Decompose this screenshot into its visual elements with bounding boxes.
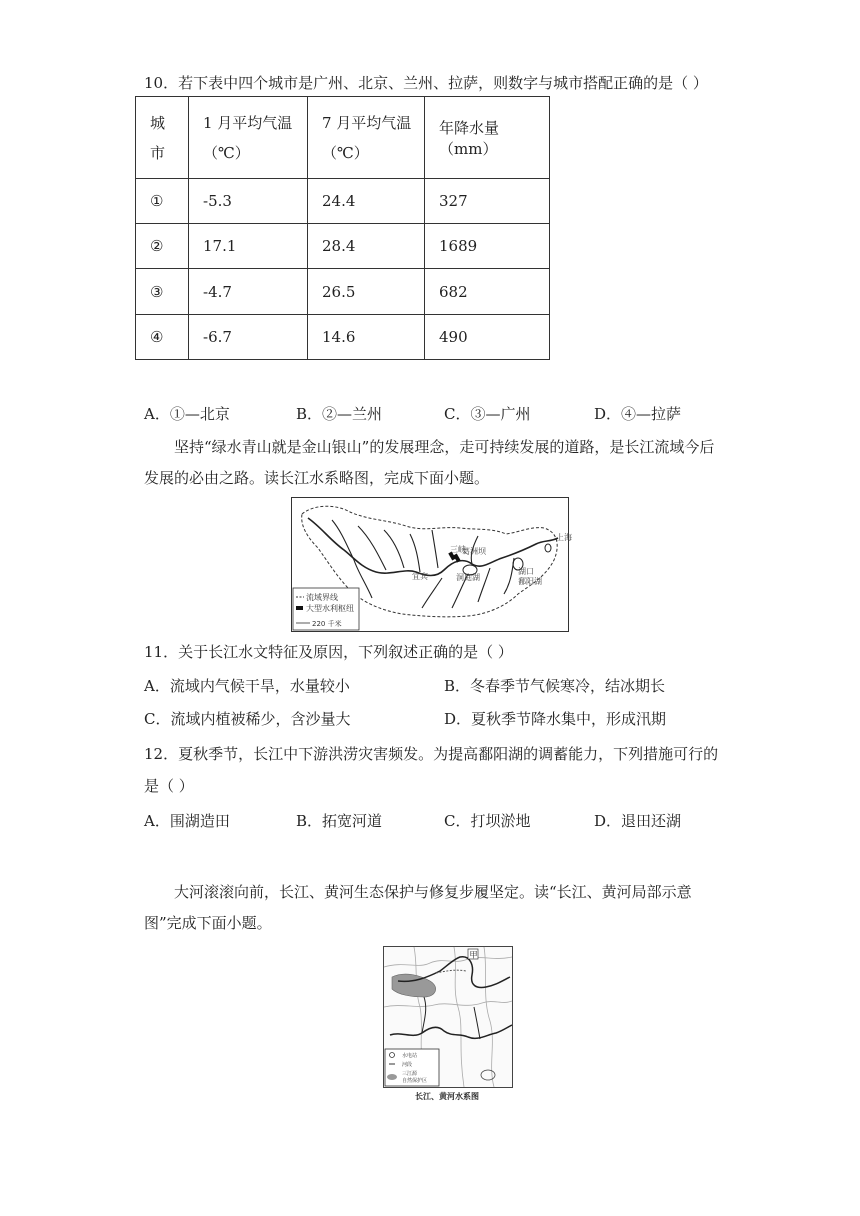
label-hukou: 湖口: [518, 567, 534, 576]
q12-stem-line2: 是（ ）: [144, 777, 194, 795]
q10-stem: 10．若下表中四个城市是广州、北京、兰州、拉萨，则数字与城市搭配正确的是（ ）: [144, 74, 708, 92]
table-cell: ③: [136, 269, 189, 315]
intro-yangtze: 坚持“绿水青山就是金山银山”的发展理念，走可持续发展的道路，是长江流域今后发展的必由之路。读长江水系略图，完成下面小题。: [144, 438, 715, 487]
table-cell: 490: [425, 315, 550, 360]
label-jia: 甲: [469, 950, 478, 960]
legend-boundary-label: 流域界线: [306, 593, 338, 602]
q11-option-d[interactable]: D．夏秋季节降水集中，形成汛期: [444, 710, 667, 728]
legend-reserve-label2: 自然保护区: [402, 1078, 428, 1084]
q12-option-d[interactable]: D．退田还湖: [594, 812, 682, 830]
intro-yangtze-yellow: 大河滚滚向前，长江、黄河生态保护与修复步履坚定。读“长江、黄河局部示意图”完成下面小题。: [144, 883, 692, 932]
table-cell: -4.7: [189, 269, 308, 315]
q11-option-c[interactable]: C．流域内植被稀少，含沙量大: [144, 710, 351, 728]
table-header-city: 城 市: [136, 97, 189, 179]
table-cell: ①: [136, 179, 189, 224]
label-shanghai: 上海: [556, 533, 572, 542]
label-yibin: 宜宾: [412, 572, 428, 581]
table-row: [136, 179, 550, 224]
q12-option-c[interactable]: C．打坝淤地: [444, 812, 531, 830]
table-row: [136, 269, 550, 315]
legend-hydropower-label: 水电站: [402, 1053, 418, 1059]
q10-option-b[interactable]: B．②—兰州: [296, 405, 383, 423]
label-gezhouba: 葛洲坝: [462, 547, 486, 556]
q10-option-d[interactable]: D．④—拉萨: [594, 405, 682, 423]
table-cell: 327: [425, 179, 550, 224]
q11-stem: 11．关于长江水文特征及原因，下列叙述正确的是（ ）: [144, 643, 513, 661]
tributary-line: [504, 558, 514, 594]
table-cell: 17.1: [189, 224, 308, 269]
table-cell: ④: [136, 315, 189, 360]
table-cell: -6.7: [189, 315, 308, 360]
table-cell: 26.5: [308, 269, 425, 315]
q12-stem-line1: 12．夏秋季节，长江中下游洪涝灾害频发。为提高鄱阳湖的调蓄能力，下列措施可行的: [144, 745, 719, 763]
table-cell: 24.4: [308, 179, 425, 224]
table-cell: 682: [425, 269, 550, 315]
climate-table: [135, 96, 550, 360]
table-header-rain: 年降水量（mm）: [425, 97, 550, 179]
table-row: [136, 315, 550, 360]
legend-reserve-label1: 三江源: [402, 1071, 418, 1077]
table-cell: 1689: [425, 224, 550, 269]
table-row: [136, 224, 550, 269]
label-dongting: 洞庭湖: [456, 573, 480, 582]
q11-option-b[interactable]: B．冬春季节气候寒冷，结冰期长: [444, 677, 666, 695]
tributary-line: [358, 526, 386, 570]
yangtze-map-drawing: [292, 498, 572, 631]
map2-caption: 长江、黄河水系图: [415, 1091, 479, 1101]
tributary-line: [410, 534, 420, 572]
q11-option-a[interactable]: A．流域内气候干旱，水量较小: [144, 677, 350, 695]
legend-scale-label: 220 千米: [312, 620, 342, 628]
table-cell: 28.4: [308, 224, 425, 269]
legend-reserve-icon: [387, 1074, 397, 1080]
q10-option-a[interactable]: A．①—北京: [144, 405, 230, 423]
legend-dam-label: 大型水利枢纽: [306, 604, 354, 613]
q12-option-b[interactable]: B．拓宽河道: [296, 812, 383, 830]
label-sanxia: 三峡: [450, 545, 466, 554]
q10-option-c[interactable]: C．③—广州: [444, 405, 531, 423]
tributary-line: [432, 530, 438, 568]
tributary-line: [422, 578, 442, 608]
yangtze-yellow-map: [383, 946, 513, 1088]
table-cell: 14.6: [308, 315, 425, 360]
taihu-shape: [545, 544, 551, 552]
legend-section-label: 河段: [402, 1062, 413, 1068]
tributary-line: [384, 530, 404, 568]
q12-option-a[interactable]: A．围湖造田: [144, 812, 230, 830]
table-header-jul: 7 月平均气温 （℃）: [308, 97, 425, 179]
table-cell: -5.3: [189, 179, 308, 224]
legend-dam-icon: [296, 606, 303, 610]
yangtze-map: [291, 497, 572, 632]
label-poyang: 鄱阳湖: [518, 577, 542, 586]
table-cell: ②: [136, 224, 189, 269]
tributary-line: [332, 520, 372, 598]
table-header-jan: 1 月平均气温 （℃）: [189, 97, 308, 179]
yangtze-yellow-map-drawing: [384, 947, 512, 1087]
